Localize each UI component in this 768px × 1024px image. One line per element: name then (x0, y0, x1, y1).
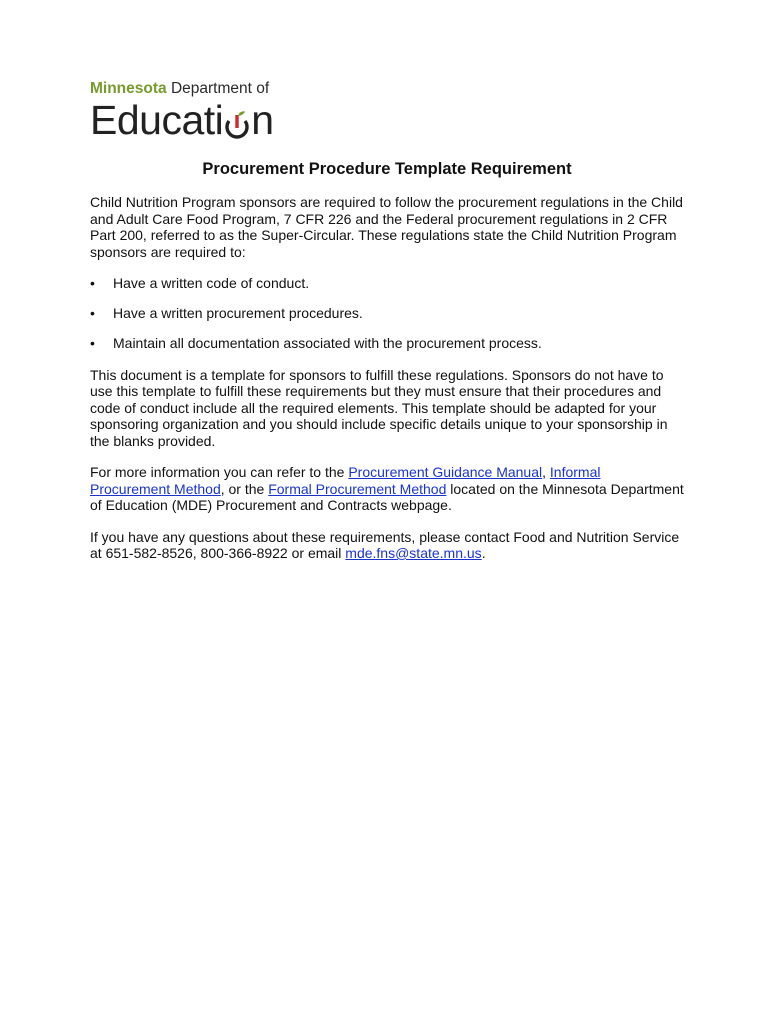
logo-top-line (90, 80, 290, 98)
document-body (90, 194, 684, 577)
list-item (90, 335, 684, 352)
intro-paragraph: Child Nutrition Program sponsors are required to follow the procurement regulations in the Child and Adult Care Food Program, 7 CFR 226 and the Federal procurement regulations in 2 CFR Part 200, referred to as the Super-Circular. These regulations state the Child Nutrition Program sponsors are required to: (90, 194, 683, 260)
formal-procurement-method-link[interactable]: Formal Procurement Method (268, 480, 447, 497)
procurement-guidance-manual-link[interactable]: Procurement Guidance Manual (348, 464, 543, 480)
list-item (90, 275, 684, 292)
contact-prefix: If you have any questions about these requirements, please contact Food and Nutrition Service at 651-582-8526, 800-366-8922 or email (90, 528, 680, 561)
contact-paragraph (90, 529, 684, 562)
info-separator: , (542, 464, 550, 480)
info-suffix: located on the Minnesota Department of Education (MDE) Procurement and Contracts webpage. (90, 480, 684, 513)
informal-procurement-method-link[interactable]: Informal Procurement Method (90, 464, 601, 497)
info-paragraph (90, 464, 684, 514)
list-item-text: Have a written procurement procedures. (113, 305, 363, 321)
apple-power-icon (224, 110, 250, 140)
list-item-text: Have a written code of conduct. (113, 275, 310, 291)
bullet-icon: • (90, 275, 95, 291)
logo-dept-text: Department of (170, 80, 270, 97)
template-paragraph: This document is a template for sponsors to fulfill these regulations. Sponsors do not have to use this template to fulfill these requirements but they must ensure that their procedures and code of conduct include all the required elements. This template should be adapted for your sponsoring organization and you should include specific details unique to your sponsorship in the blanks provided. (90, 366, 668, 449)
logo-main-after: n (251, 97, 274, 143)
info-separator: , or the (220, 480, 269, 497)
logo-state-text: Minnesota (90, 80, 167, 97)
list-item-text: Maintain all documentation associated with the procurement process. (113, 335, 542, 351)
logo-main-before: Educati (90, 97, 224, 143)
info-prefix: For more information you can refer to the (90, 464, 349, 480)
bullet-icon: • (90, 305, 95, 321)
logo-main-line (90, 98, 290, 142)
bullet-icon: • (90, 335, 95, 351)
mde-logo (90, 80, 290, 144)
contact-suffix: . (481, 545, 486, 561)
requirements-list (90, 275, 684, 352)
list-item (90, 305, 684, 322)
page-title: Procurement Procedure Template Requirement (202, 160, 572, 178)
email-link[interactable]: mde.fns@state.mn.us (345, 545, 482, 561)
